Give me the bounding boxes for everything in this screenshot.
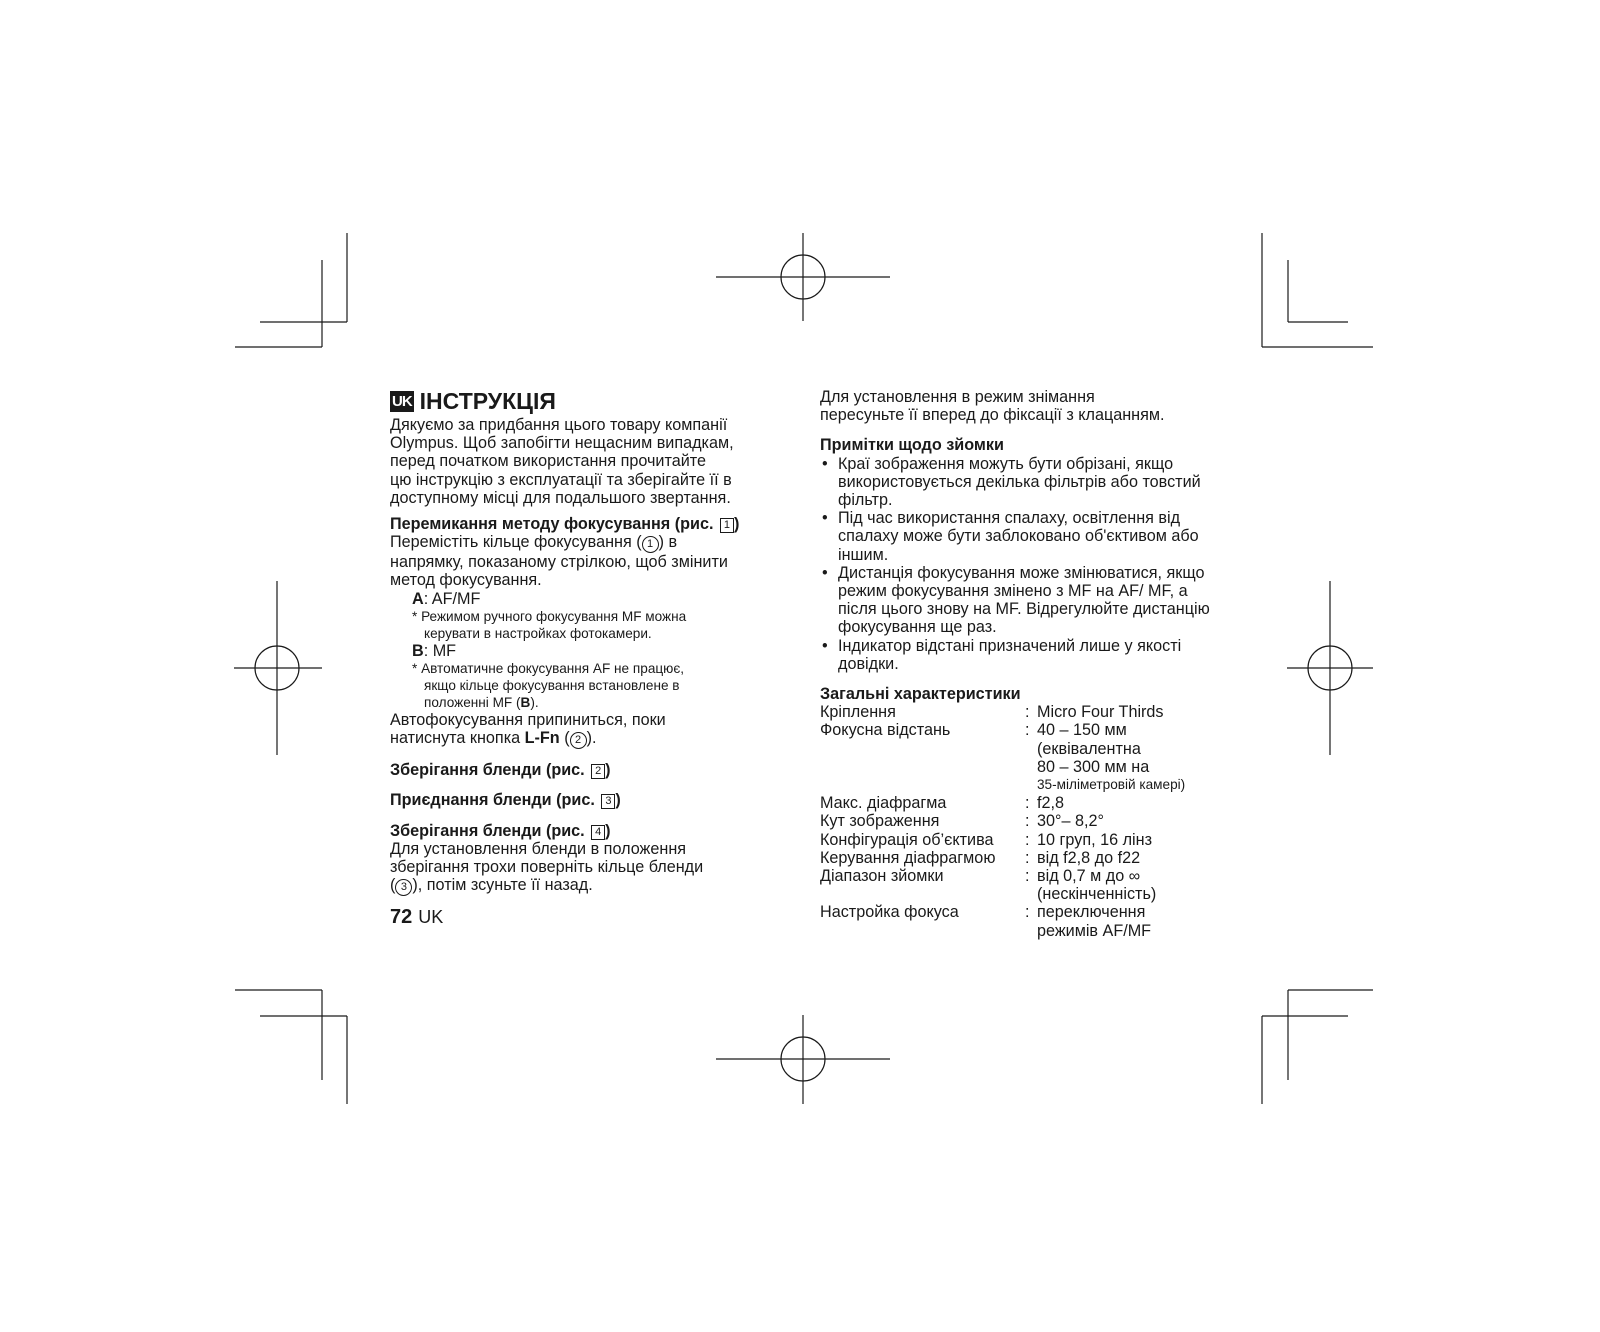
section-heading-storage-2: Зберігання бленди (рис. 4 ): [390, 821, 611, 840]
text-line: доступному місці для подальшого звертання.: [390, 488, 731, 507]
registration-mark-left: [234, 581, 322, 755]
section-heading-storage: Зберігання бленди (рис. 2 ): [390, 761, 611, 780]
text: (: [559, 729, 570, 748]
text-line: Автофокусування припиниться, поки: [390, 711, 666, 730]
spec-label: Настройка фокуса: [820, 903, 959, 922]
text: положенні MF (: [424, 695, 521, 711]
table-row: [820, 849, 1220, 867]
section-heading-attach: Приєднання бленди (рис. 3 ): [390, 791, 621, 810]
spec-label: Кріплення: [820, 703, 896, 722]
table-row: [820, 758, 1220, 776]
note-line: якщо кільце фокусування встановлене в: [424, 678, 680, 694]
text: ).: [586, 729, 597, 748]
spec-label: [820, 740, 1025, 758]
spec-value: 30°– 8,2°: [1037, 812, 1104, 831]
spec-colon: [1025, 922, 1037, 940]
text-line: перед початком використання прочитайте: [390, 452, 706, 471]
text-line: [390, 729, 790, 749]
spec-colon: :: [1025, 812, 1030, 831]
option-text: : AF/MF: [423, 589, 481, 608]
spec-value: f2,8: [1037, 794, 1065, 813]
figure-ref-box: 1: [720, 518, 734, 533]
spec-value: (нескінченність): [1037, 885, 1157, 904]
section-heading-focus: Перемикання методу фокусування (рис. 1 ): [390, 515, 740, 534]
table-row: [820, 721, 1220, 739]
intro-paragraph: [390, 416, 790, 507]
spec-colon: :: [1025, 867, 1030, 886]
figure-ref-box: 3: [601, 794, 615, 809]
figure-ref-box: 2: [591, 764, 605, 779]
section-heading-notes: Примітки щодо зйомки: [820, 436, 1004, 455]
section-heading-specs: Загальні характеристики: [820, 685, 1021, 704]
note-line: * Режимом ручного фокусування MF можна: [412, 608, 687, 624]
callout-number: 1: [642, 536, 659, 553]
spec-label: [820, 776, 1025, 794]
text: ) в: [658, 533, 678, 552]
spec-colon: [1025, 776, 1037, 794]
option-letter: B: [412, 641, 424, 660]
spec-label: Кут зображення: [820, 812, 940, 831]
option-text: : MF: [423, 641, 457, 660]
page-number: 72: [390, 906, 413, 929]
text: ), потім зсуньте її назад.: [412, 876, 593, 895]
spec-value: 10 груп, 16 лінз: [1037, 830, 1152, 849]
spec-value: 40 – 150 мм: [1037, 721, 1127, 740]
table-row: [820, 740, 1220, 758]
text-line: Дякуємо за придбання цього товару компанії: [390, 416, 728, 434]
table-row: [820, 831, 1220, 849]
text-line: зберігання трохи поверніть кільце бленди: [390, 858, 704, 877]
spec-label: [820, 885, 1025, 903]
text-line: цю інструкцію з експлуатації та зберігайте її в: [390, 470, 732, 489]
spec-colon: :: [1025, 830, 1030, 849]
spec-value: від 0,7 м до ∞: [1037, 867, 1141, 886]
spec-label: Керування діафрагмою: [820, 848, 996, 867]
page-language: UK: [418, 907, 444, 928]
table-row: [820, 867, 1220, 885]
table-row: [820, 922, 1220, 940]
registration-mark-top: [716, 233, 890, 321]
spec-colon: :: [1025, 703, 1030, 722]
text-line: напрямку, показаному стрілкою, щоб змінити: [390, 553, 728, 572]
specs-table: [820, 703, 1220, 940]
text: Перемістіть кільце фокусування (: [390, 533, 642, 552]
text: натиснута кнопка: [390, 729, 525, 748]
text-line: Для установлення в режим знімання: [820, 388, 1095, 406]
table-row: [820, 703, 1220, 721]
notes-list: [820, 455, 1220, 673]
heading-text: Зберігання бленди (рис.: [390, 821, 585, 840]
text-line: метод фокусування.: [390, 571, 542, 590]
language-badge: UK: [392, 392, 412, 410]
option-b: [412, 642, 790, 660]
spec-label: [820, 922, 1025, 940]
spec-label: Фокусна відстань: [820, 721, 951, 740]
note-a: [412, 608, 790, 642]
option-a: [412, 590, 790, 608]
spec-label: Діапазон зйомки: [820, 867, 944, 886]
spec-value: 35-міліметровій камері): [1037, 777, 1186, 793]
list-item: • Під час використання спалаху, освітлення від спалаху може бути заблоковано об'єктивом або іншим.: [820, 509, 1220, 564]
spec-label: [820, 758, 1025, 776]
page-title: [390, 388, 790, 414]
button-name: L-Fn: [524, 729, 560, 748]
spec-value: переключення: [1037, 903, 1146, 922]
text: (: [390, 876, 396, 895]
note-line: [412, 694, 790, 711]
spec-colon: :: [1025, 794, 1030, 813]
heading-text: Приєднання бленди (рис.: [390, 791, 595, 810]
option-letter: A: [412, 589, 424, 608]
table-row: [820, 885, 1220, 903]
spec-label: Макс. діафрагма: [820, 794, 947, 813]
text: ).: [530, 695, 539, 711]
spec-colon: :: [1025, 903, 1030, 922]
list-item: • Індикатор відстані призначений лише у якості довідки.: [820, 637, 1220, 673]
text-line: [390, 876, 790, 896]
note-b: [412, 660, 790, 711]
right-column: [820, 388, 1220, 940]
spec-value: 80 – 300 мм на: [1037, 757, 1150, 776]
text-line: Olympus. Щоб запобігти нещасним випадкам,: [390, 434, 734, 453]
registration-mark-right: [1287, 581, 1373, 755]
table-row: [820, 812, 1220, 830]
registration-mark-bottom: [716, 1015, 890, 1104]
title-text: ІНСТРУКЦІЯ: [419, 388, 556, 414]
list-item: • Дистанція фокусування може змінюватися, якщо режим фокусування змінено з MF на AF/ MF, а після цього знову на MF. Відрегулюйте дистанцію фокусування ще раз.: [820, 564, 1220, 637]
table-row: [820, 776, 1220, 794]
spec-colon: :: [1025, 848, 1030, 867]
spec-colon: [1025, 740, 1037, 758]
spec-colon: [1025, 885, 1037, 903]
spec-colon: :: [1025, 721, 1030, 740]
spec-label: Конфігурація об’єктива: [820, 830, 994, 849]
heading-text: Зберігання бленди (рис.: [390, 761, 585, 780]
text-line: [390, 533, 790, 553]
spec-value: від f2,8 до f22: [1037, 848, 1141, 867]
callout-number: 2: [570, 732, 587, 749]
page-footer: [390, 906, 790, 929]
text-line: пересуньте її вперед до фіксації з клацанням.: [820, 406, 1165, 425]
spec-value: (еквівалентна: [1037, 739, 1141, 758]
text: B: [520, 695, 531, 711]
note-line: керувати в настройках фотокамери.: [424, 625, 652, 641]
left-column: [390, 388, 790, 929]
spec-value: Micro Four Thirds: [1037, 703, 1164, 722]
text-line: Для установлення бленди в положення: [390, 839, 687, 858]
spec-colon: [1025, 758, 1037, 776]
note-line: * Автоматичне фокусування AF не працює,: [412, 661, 685, 677]
heading-text: Перемикання методу фокусування (рис.: [390, 515, 714, 534]
callout-number: 3: [395, 879, 412, 896]
table-row: [820, 794, 1220, 812]
list-item: • Краї зображення можуть бути обрізані, якщо використовується декілька фільтрів або товстий фільтр.: [820, 455, 1220, 510]
figure-ref-box: 4: [591, 825, 605, 840]
spec-value: режимів AF/MF: [1037, 921, 1152, 940]
table-row: [820, 903, 1220, 921]
